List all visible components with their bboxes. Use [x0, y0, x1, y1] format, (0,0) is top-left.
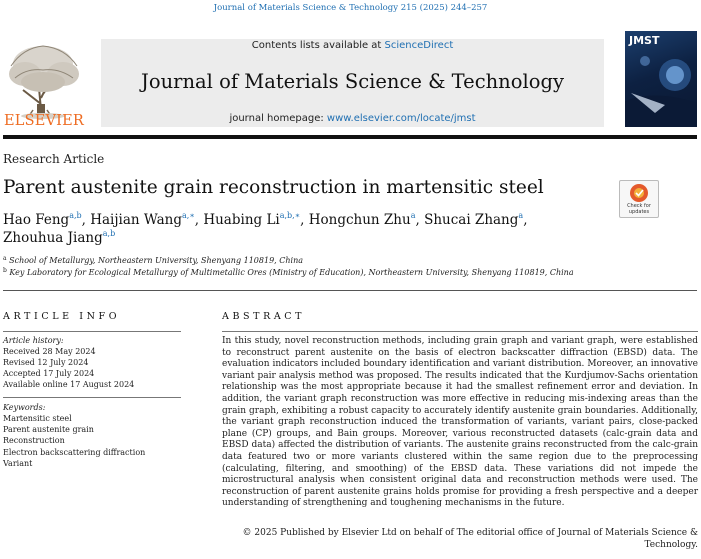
keyword-item: Variant: [3, 459, 33, 468]
history-label: Article history:: [3, 336, 64, 345]
keyword-item: Martensitic steel: [3, 414, 72, 423]
author-affiliation-mark[interactable]: a,b: [102, 229, 116, 238]
author-name[interactable]: Hao Feng: [3, 212, 70, 228]
keywords-label: Keywords:: [3, 403, 46, 412]
journal-reference[interactable]: Journal of Materials Science & Technology 215 (2025) 244–257: [213, 3, 488, 13]
homepage-prefix: journal homepage:: [229, 113, 327, 124]
homepage-line: [101, 113, 604, 124]
history-available-online: Available online 17 August 2024: [3, 380, 135, 389]
history-accepted: Accepted 17 July 2024: [3, 369, 95, 378]
affiliation-divider: [3, 290, 697, 291]
cover-title: JMST: [629, 34, 660, 47]
contents-prefix: Contents lists available at: [251, 40, 385, 51]
copyright-notice: © 2025 Published by Elsevier Ltd on behalf of The editorial office of Journal of Materials Science & Technology.: [242, 528, 698, 550]
author-list-line-1: [3, 211, 527, 228]
history-revised: Revised 12 July 2024: [3, 358, 89, 367]
author-affiliation-mark[interactable]: a,b,∗: [279, 211, 301, 220]
affiliation-a: [3, 255, 303, 265]
header-divider: [3, 135, 697, 139]
affiliation-label: b: [3, 267, 7, 274]
author-separator: ,: [300, 212, 309, 228]
author-separator: ,: [194, 212, 204, 228]
journal-cover-image[interactable]: [625, 31, 697, 127]
author-name[interactable]: Huabing Li: [203, 212, 280, 228]
article-title: Parent austenite grain reconstruction in martensitic steel: [3, 177, 544, 198]
abstract-body: [222, 336, 698, 510]
keyword-item: Reconstruction: [3, 436, 65, 445]
abstract-rule: [222, 331, 698, 332]
keyword-item: Electron backscattering diffraction: [3, 448, 146, 457]
check-updates-icon: [620, 181, 658, 203]
author-name[interactable]: Haijian Wang: [90, 212, 182, 228]
article-info-heading: ARTICLE INFO: [3, 311, 121, 322]
article-info-rule: [3, 331, 181, 332]
author-affiliation-mark[interactable]: a,∗: [182, 211, 195, 220]
abstract-heading: ABSTRACT: [222, 311, 306, 322]
author-separator: ,: [523, 212, 528, 228]
author-separator: ,: [81, 212, 91, 228]
author-affiliation-mark[interactable]: a,b: [69, 211, 82, 220]
author-name[interactable]: Shucai Zhang: [424, 212, 519, 228]
article-type: Research Article: [3, 152, 105, 166]
abstract-text: In this study, novel reconstruction methods, including grain graph and variant graph, were established to reconstruct parent austenite on the basis of electron backscatter diffraction (EBSD) data. The evaluation indicators included boundary identification and variant distribution. Moreover, an innovative variant pair analysis method was proposed. The results indicated that the Kurdjumov-Sachs orientation relationship was the most appropriate because it had the smallest refinement error and deviation. In addition, the variant graph reconstruction was more effective in reducing mis-indexing areas than the grain graph, exhibiting a robust capacity to accurately identify austenite grain boundaries. Additionally, the variant graph reconstruction induced the transformation of variants, variant pairs, close-packed plane (CP) groups, and Bain groups. Moreover, various reconstructed datasets (calc-grain data and EBSD data) affected the distribution of variants. The austenite grains reconstructed from the calc-grain data featured two or more variants clustered within the same region due to the preprocessing (calculating, filtering, and smoothing) of the EBSD data. These variations did not impede the microstructural analysis when consistent original data and reconstruction methods were used. The reconstruction of parent austenite grains holds promise for providing a fresh perspective and a deeper understanding of strengthening and toughening mechanisms in the future.: [222, 336, 698, 509]
keywords-rule: [3, 397, 181, 398]
keyword-item: Parent austenite grain: [3, 425, 94, 434]
author-affiliation-mark[interactable]: a: [518, 211, 524, 220]
author-affiliation-mark[interactable]: a: [410, 211, 416, 220]
author-name[interactable]: Hongchun Zhu: [308, 212, 411, 228]
affiliation-label: a: [3, 255, 7, 262]
author-separator: ,: [415, 212, 425, 228]
author-name[interactable]: Zhouhua Jiang: [3, 230, 103, 246]
history-received: Received 28 May 2024: [3, 347, 96, 356]
check-updates-label: Check for updates: [627, 203, 651, 215]
affiliation-text: School of Metallurgy, Northeastern University, Shenyang 110819, China: [9, 256, 304, 265]
homepage-link[interactable]: www.elsevier.com/locate/jmst: [326, 113, 476, 124]
author-list-line-2: [3, 229, 115, 246]
contents-line: [101, 40, 604, 51]
journal-title: Journal of Materials Science & Technology: [141, 70, 564, 93]
affiliation-text: Key Laboratory for Ecological Metallurgy of Multimetallic Ores (Ministry of Education), Northeastern University, Shenyang 110819, China: [9, 268, 574, 277]
elsevier-wordmark: ELSEVIER: [3, 113, 85, 129]
affiliation-b: [3, 267, 574, 277]
sciencedirect-link[interactable]: ScienceDirect: [384, 40, 454, 51]
